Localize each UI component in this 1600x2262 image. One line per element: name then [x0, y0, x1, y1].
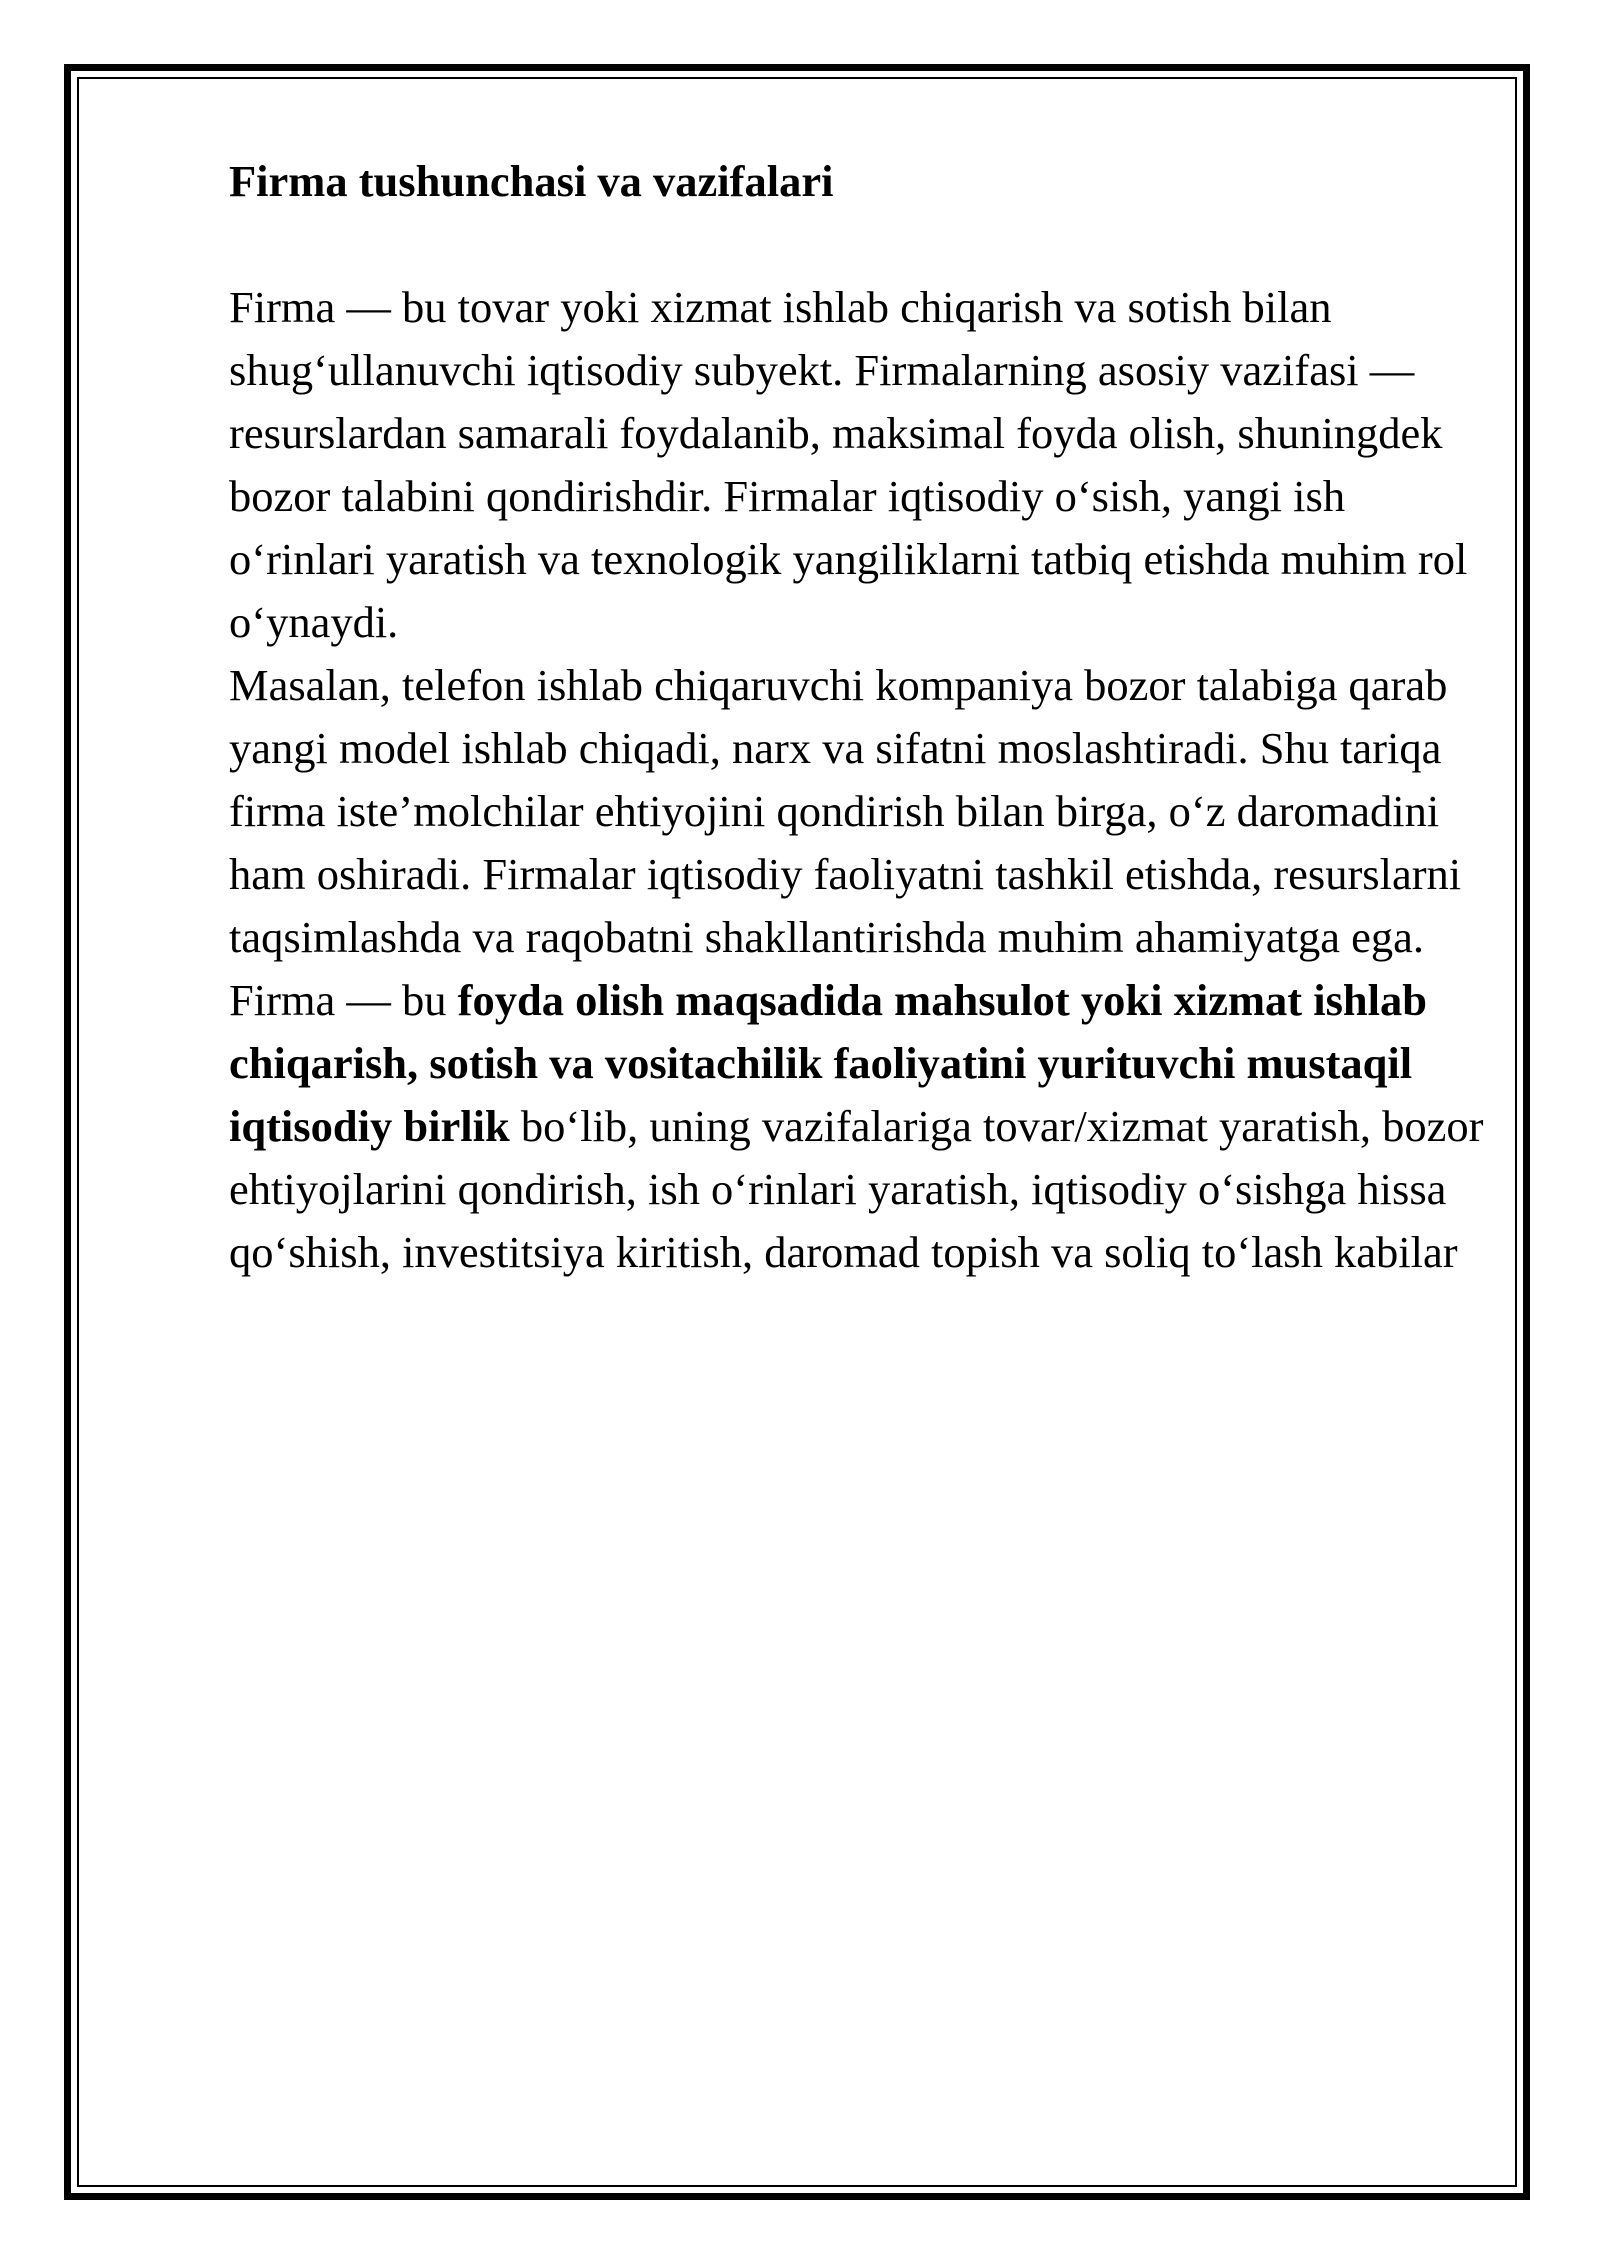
- paragraph-2-bold-definition: foyda olish maqsadida mahsulot yoki xizmat ishlab chiqarish, sotish va vositachilik faoliyatini yurituvchi mustaqil iqtisodiy birlik: [229, 975, 1428, 1151]
- paragraph-2: [229, 654, 1489, 1284]
- paragraph-2-rest: bo‘lib, uning vazifalariga tovar/xizmat yaratish, bozor ehtiyojlarini qondirish, ish o‘rinlari yaratish, iqtisodiy o‘sishga hissa qo‘shish, investitsiya kiritish, daromad topish va soliq to‘lash kabilar: [229, 1101, 1484, 1277]
- paragraph-2-intro: Masalan, telefon ishlab chiqaruvchi kompaniya bozor talabiga qarab yangi model ishlab chiqadi, narx va sifatni moslashtiradi. Shu tariqa firma iste’molchilar ehtiyojini qondirish bilan birga, o‘z daromadini ham oshiradi. Firmalar iqtisodiy faoliyatni tashkil etishda, resurslarni taqsimlashda va raqobatni shakllantirishda muhim ahamiyatga ega. Firma — bu: [229, 660, 1462, 1025]
- document-body: [229, 150, 1489, 1284]
- paragraph-1: Firma — bu tovar yoki xizmat ishlab chiqarish va sotish bilan shug‘ullanuvchi iqtisodiy subyekt. Firmalarning asosiy vazifasi — resurslardan samarali foydalanib, maksimal foyda olish, shuningdek bozor talabini qondirishdir. Firmalar iqtisodiy o‘sish, yangi ish o‘rinlari yaratish va texnologik yangiliklarni tatbiq etishda muhim rol o‘ynaydi.: [229, 282, 1468, 647]
- blank-line: [229, 213, 1489, 276]
- document-title: Firma tushunchasi va vazifalari: [229, 156, 834, 206]
